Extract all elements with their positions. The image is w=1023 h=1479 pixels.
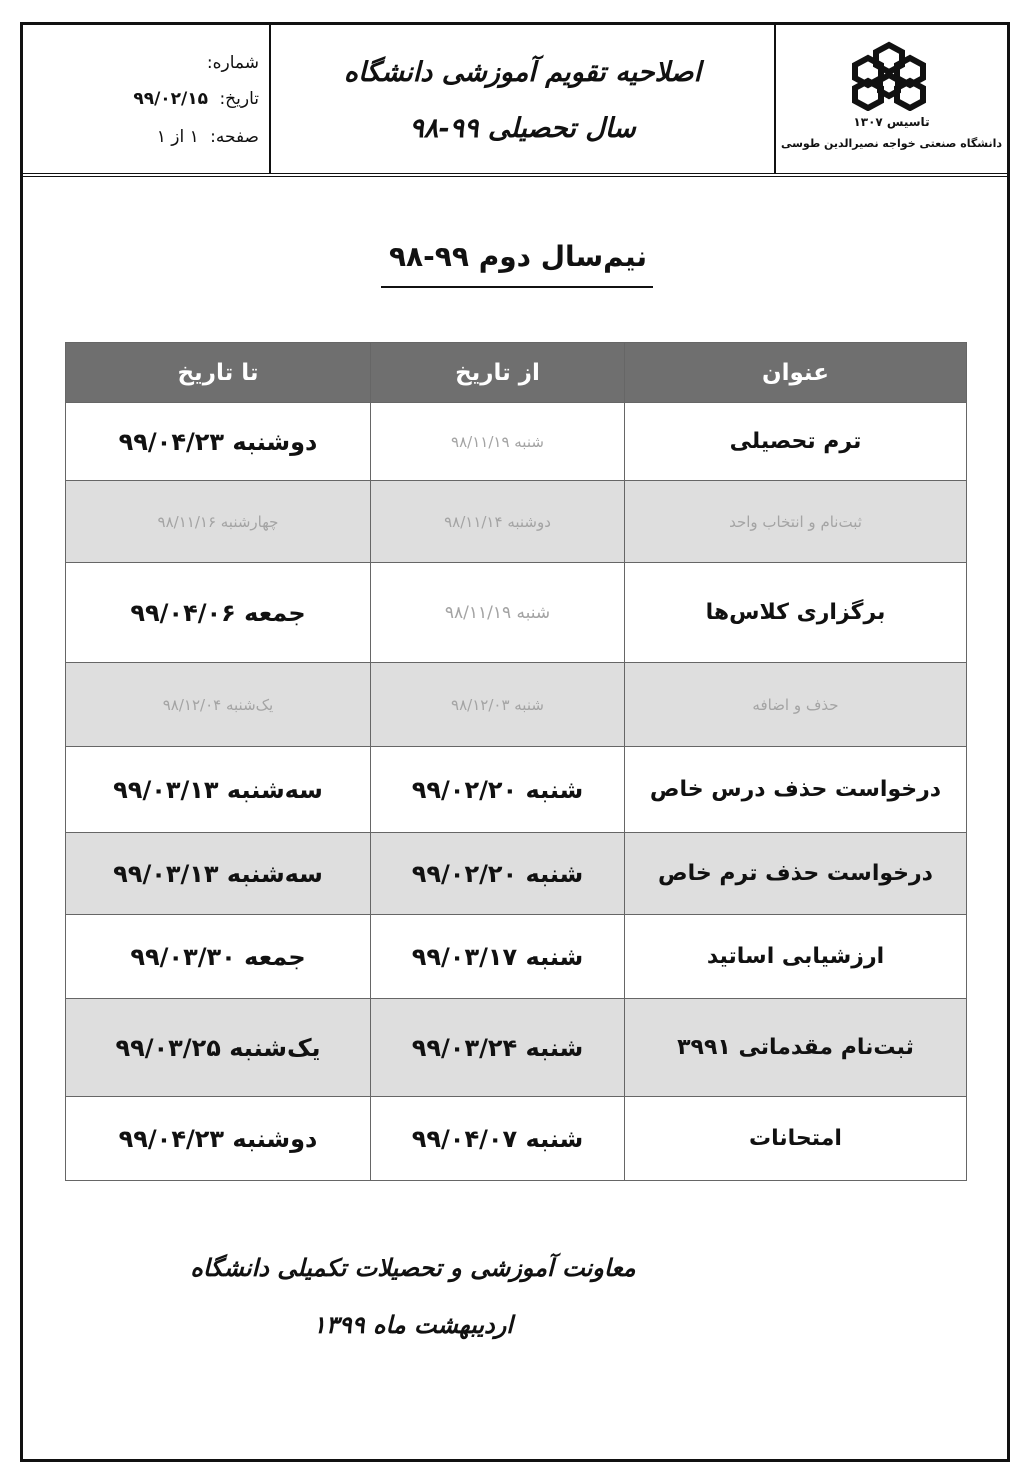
header-from-date: از تاریخ [371,343,625,403]
page-label: صفحه: [210,127,259,147]
from-date-cell: شنبه ۹۸/۱۱/۱۹ [371,563,625,663]
to-date-cell: یک‌شنبه ۹۹/۰۳/۲۵ [66,999,371,1097]
title-cell: امتحانات [625,1097,967,1181]
semester-title-underline [381,286,653,288]
number-label: شماره: [206,53,259,73]
schedule-table [65,342,967,1181]
document-page [20,22,1010,1462]
from-date-cell: شنبه ۹۹/۰۳/۲۴ [371,999,625,1097]
table-row [66,1097,967,1181]
date-field [133,89,259,109]
title-cell: درخواست حذف درس خاص [625,747,967,833]
to-date-cell: دوشنبه ۹۹/۰۴/۲۳ [66,403,371,481]
from-date-cell: شنبه ۹۹/۰۴/۰۷ [371,1097,625,1181]
founded-text: تاسیس ۱۳۰۷ [853,115,930,129]
semester-title: نیم‌سال دوم ۹۹-۹۸ [388,240,648,273]
from-date-cell: شنبه ۹۸/۱۱/۱۹ [371,403,625,481]
table-row [66,403,967,481]
from-date-cell: دوشنبه ۹۸/۱۱/۱۴ [371,481,625,563]
from-date-cell: شنبه ۹۹/۰۲/۲۰ [371,833,625,915]
header-to-date: تا تاریخ [66,343,371,403]
to-date-cell: دوشنبه ۹۹/۰۴/۲۳ [66,1097,371,1181]
university-name: دانشگاه صنعتی خواجه نصیرالدین طوسی [780,137,1002,150]
page-value: ۱ از ۱ [156,127,199,147]
table-header-row [66,343,967,403]
number-field [201,53,259,73]
to-date-cell: جمعه ۹۹/۰۳/۳۰ [66,915,371,999]
table-row [66,563,967,663]
title-cell: درخواست حذف ترم خاص [625,833,967,915]
to-date-cell: یک‌شنبه ۹۸/۱۲/۰۴ [66,663,371,747]
table-row [66,481,967,563]
title-cell: ثبت‌نام مقدماتی ۳۹۹۱ [625,999,967,1097]
document-title: اصلاحیه تقویم آموزشی دانشگاه [343,57,702,88]
header-meta-cell [23,25,271,173]
header-title: عنوان [625,343,967,403]
from-date-cell: شنبه ۹۸/۱۲/۰۳ [371,663,625,747]
table-row [66,915,967,999]
title-cell: ترم تحصیلی [625,403,967,481]
table-row [66,999,967,1097]
document-subtitle: سال تحصیلی ۹۹-۹۸ [409,113,636,144]
date-value: ۹۹/۰۲/۱۵ [133,89,209,109]
page-field [157,127,259,147]
title-cell: حذف و اضافه [625,663,967,747]
to-date-cell: چهارشنبه ۹۸/۱۱/۱۶ [66,481,371,563]
to-date-cell: سه‌شنبه ۹۹/۰۳/۱۳ [66,833,371,915]
table-row [66,663,967,747]
university-logo-icon [846,41,932,111]
table-row [66,747,967,833]
from-date-cell: شنبه ۹۹/۰۲/۲۰ [371,747,625,833]
date-label: تاریخ: [219,89,259,109]
signature-office: معاونت آموزشی و تحصیلات تکمیلی دانشگاه [190,1253,636,1282]
from-date-cell: شنبه ۹۹/۰۳/۱۷ [371,915,625,999]
header-logo-cell [776,25,1007,173]
header-title-cell [271,25,776,173]
title-cell: ثبت‌نام و انتخاب واحد [625,481,967,563]
document-header [23,25,1007,177]
to-date-cell: جمعه ۹۹/۰۴/۰۶ [66,563,371,663]
to-date-cell: سه‌شنبه ۹۹/۰۳/۱۳ [66,747,371,833]
title-cell: برگزاری کلاس‌ها [625,563,967,663]
title-cell: ارزشیابی اساتید [625,915,967,999]
signature-date: اردیبهشت ماه ۱۳۹۹ [313,1310,513,1339]
table-row [66,833,967,915]
